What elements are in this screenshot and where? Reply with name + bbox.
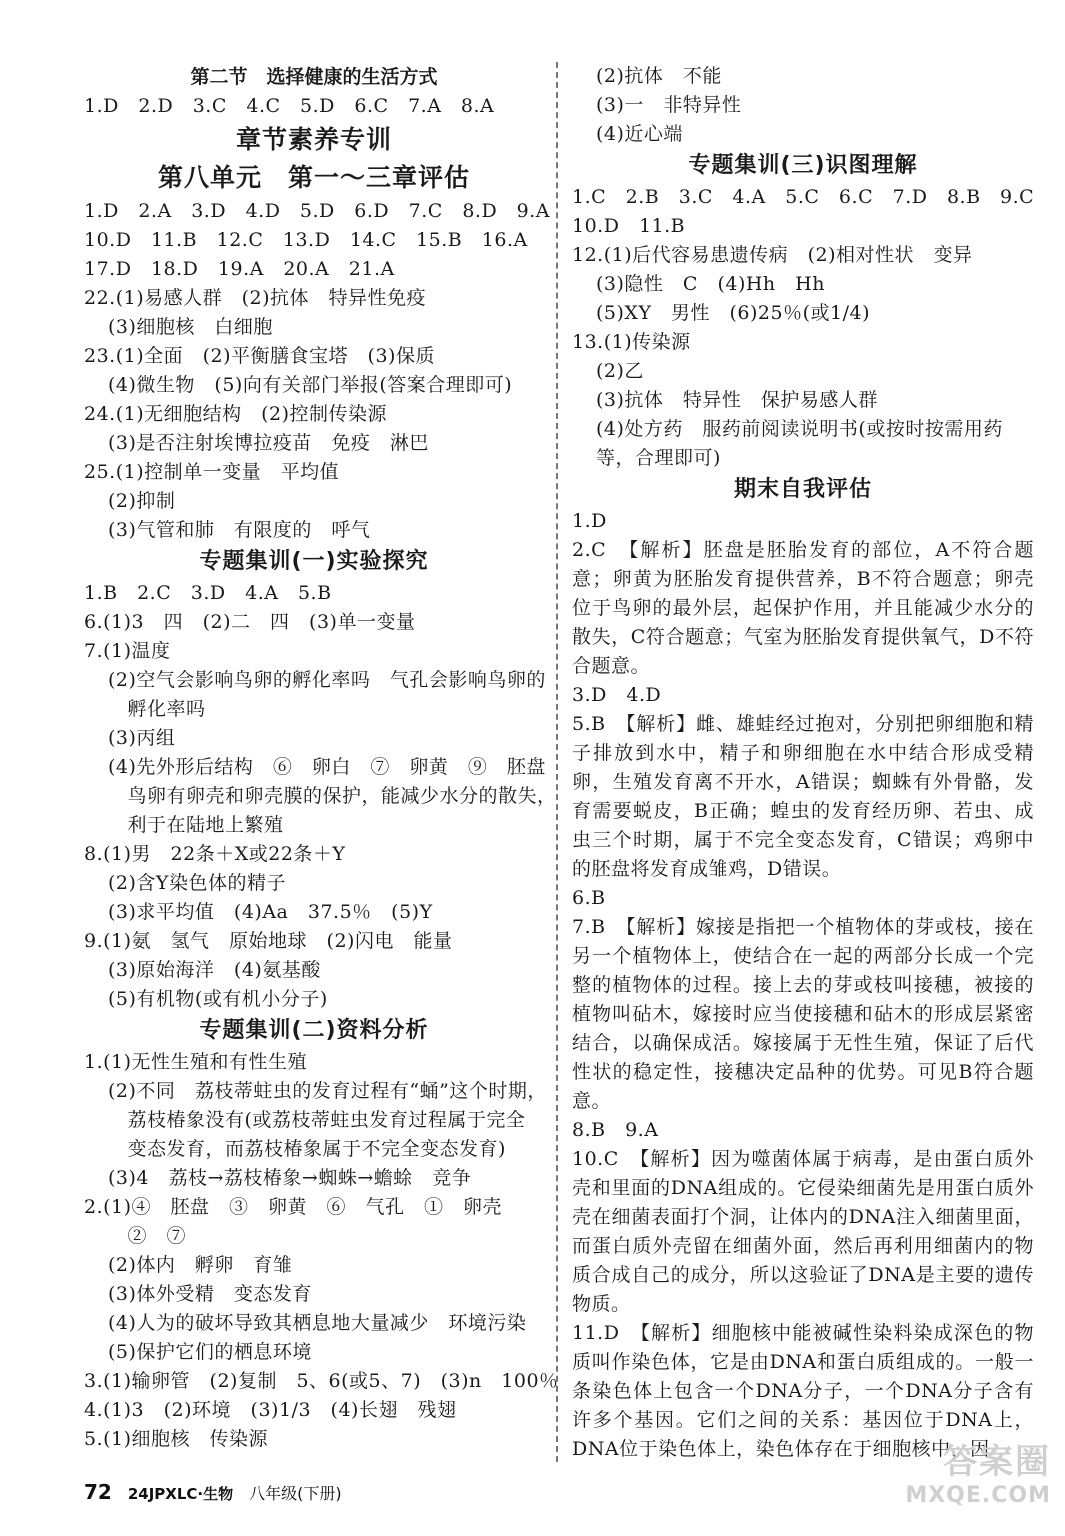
book-code: 24JPXLC·生物: [127, 1485, 234, 1503]
answer-subline: (5)有机物(或有机小分子): [108, 988, 328, 1010]
section-heading: 期末自我评估: [733, 477, 872, 502]
answer-line: 10.D 11.B: [572, 215, 686, 237]
answer-line: 3.D 4.D: [572, 684, 662, 706]
answer-subline: (5)XY 男性 (6)25％(或1/4): [596, 302, 870, 324]
answer-explanation: 5.B 【解析】雌、雄蛙经过抱对，分别把卵细胞和精子排放到水中，精子和卵细胞在水中结合形成受精卵，生殖发育离不开水，A错误；蜘蛛有外骨骼，发育需要蜕皮，B正确；蝗虫的发育经历卵、若虫、成虫三个时期，属于不完全变态发育，C错误；鸡卵中的胚盘将发育成雏鸡，D错误。: [572, 713, 1034, 880]
answer-explanation: 7.B 【解析】嫁接是指把一个植物体的芽或枝，接在另一个植物体上，使结合在一起的两部分长成一个完整的植物体的过程。接上去的芽或枝叫接穗，被接的植物叫砧木，嫁接时应当使接穗和砧木的形成层紧密结合，以确保成活。嫁接属于无性生殖，保证了后代性状的稳定性，接穗决定品种的优势。可见B符合题意。: [572, 916, 1034, 1112]
section-heading: 专题集训(二)资料分析: [199, 1018, 429, 1043]
answer-line: 25.(1)控制单一变量 平均值: [84, 461, 340, 483]
answer-subline: (4)微生物 (5)向有关部门举报(答案合理即可): [108, 374, 513, 396]
answer-subline: (3)细胞核 白细胞: [108, 316, 273, 338]
answer-explanation: 10.C 【解析】因为噬菌体属于病毒，是由蛋白质外壳和里面的DNA组成的。它侵染细菌先是用蛋白质外壳在细菌表面打个洞，让体内的DNA注入细菌里面，而蛋白质外壳留在细菌外面，然后再利用细菌内的物质合成自己的成分，所以这验证了DNA是主要的遗传物质。: [572, 1148, 1034, 1315]
answer-line: 8.B 9.A: [572, 1119, 659, 1141]
answer-subline: (2)抑制: [108, 490, 176, 512]
answer-subline: (2)空气会影响鸟卵的孵化率吗 气孔会影响鸟卵的: [108, 669, 546, 691]
answer-subline: (4)人为的破坏导致其栖息地大量减少 环境污染: [108, 1312, 527, 1334]
answer-line: 13.(1)传染源: [572, 331, 691, 353]
answer-subline: (3)体外受精 变态发育: [108, 1283, 312, 1305]
answer-line: 12.(1)后代容易患遗传病 (2)相对性状 变异: [572, 244, 973, 266]
answer-subline: (3)气管和肺 有限度的 呼气: [108, 519, 371, 541]
answer-subline: (2)含Y染色体的精子: [108, 872, 286, 894]
answer-line: 5.(1)细胞核 传染源: [84, 1428, 269, 1450]
answer-line: 1.D 2.D 3.C 4.C 5.D 6.C 7.A 8.A: [84, 95, 495, 117]
answer-explanation: 2.C 【解析】胚盘是胚胎发育的部位，A不符合题意；卵黄为胚胎发育提供营养，B不符合题意；卵壳位于鸟卵的最外层，起保护作用，并且能减少水分的散失，C符合题意；气室为胚胎发育提供氧气，D不符合题意。: [572, 539, 1034, 677]
answer-line: 1.D: [572, 510, 607, 532]
answer-subline: (3)隐性 C (4)Hh Hh: [596, 273, 825, 295]
answer-subline: (2)乙: [596, 360, 644, 382]
answer-line: 2.(1)④ 胚盘 ③ 卵黄 ⑥ 气孔 ① 卵壳: [84, 1196, 503, 1218]
answer-subline: 等，合理即可): [596, 447, 721, 469]
answer-line: 24.(1)无细胞结构 (2)控制传染源: [84, 403, 388, 425]
answer-line: 1.B 2.C 3.D 4.A 5.B: [84, 582, 332, 604]
answer-line: 6.B: [572, 887, 606, 909]
answer-subline: (3)4 荔枝→荔枝椿象→蜘蛛→蟾蜍 竞争: [108, 1167, 472, 1189]
answer-subline: (3)求平均值 (4)Aa 37.5％ (5)Y: [108, 901, 433, 923]
answer-line: 1.C 2.B 3.C 4.A 5.C 6.C 7.D 8.B 9.C: [572, 186, 1035, 208]
answer-line: 6.(1)3 四 (2)二 四 (3)单一变量: [84, 611, 416, 633]
page-footer: [84, 1480, 342, 1504]
answer-line: 3.(1)输卵管 (2)复制 5、6(或5、7) (3)n 100％: [84, 1370, 559, 1392]
answer-subline: (4)近心端: [596, 123, 683, 145]
answer-subline: 孵化率吗: [108, 698, 206, 720]
answer-subline: (2)不同 荔枝蒂蛀虫的发育过程有“蛹”这个时期，: [108, 1080, 547, 1102]
answer-line: 10.D 11.B 12.C 13.D 14.C 15.B 16.A: [84, 229, 528, 251]
section-heading: 章节素养专训: [235, 125, 392, 154]
answer-subline: (3)原始海洋 (4)氨基酸: [108, 959, 321, 981]
answer-subline: (3)抗体 特异性 保护易感人群: [596, 389, 878, 411]
left-column: [84, 62, 559, 1454]
answer-line: 22.(1)易感人群 (2)抗体 特异性免疫: [84, 287, 427, 309]
answer-subline: (4)先外形后结构 ⑥ 卵白 ⑦ 卵黄 ⑨ 胚盘: [108, 756, 546, 778]
answer-subline: (5)保护它们的栖息环境: [108, 1341, 312, 1363]
section-heading: 专题集训(一)实验探究: [199, 549, 429, 574]
column-divider: [556, 62, 558, 1462]
answer-explanation: 11.D 【解析】细胞核中能被碱性染料染成深色的物质叫作染色体，它是由DNA和蛋白质组成的。一般一条染色体上包含一个DNA分子，一个DNA分子含有许多个基因。它们之间的关系：基因位于DNA上，DNA位于染色体上，染色体存在于细胞核中，因: [572, 1322, 1034, 1460]
watermark-logo: [891, 1434, 1051, 1524]
answer-subline: 荔枝椿象没有(或荔枝蒂蛀虫发育过程属于完全: [108, 1109, 526, 1131]
right-column: [572, 62, 1034, 1464]
answer-line: 9.(1)氨 氢气 原始地球 (2)闪电 能量: [84, 930, 453, 952]
answer-line: 23.(1)全面 (2)平衡膳食宝塔 (3)保质: [84, 345, 435, 367]
answer-line: 1.D 2.A 3.D 4.D 5.D 6.D 7.C 8.D 9.A: [84, 200, 551, 222]
answer-line: 8.(1)男 22条＋X或22条＋Y: [84, 843, 346, 865]
answer-line: 4.(1)3 (2)环境 (3)1/3 (4)长翅 残翅: [84, 1399, 457, 1421]
answer-subline: (3)丙组: [108, 727, 176, 749]
answer-subline: (2)体内 孵卵 育雏: [108, 1254, 293, 1276]
answer-subline: (2)抗体 不能: [596, 65, 722, 87]
page-number: 72: [84, 1480, 112, 1504]
answer-line: 7.(1)温度: [84, 640, 171, 662]
answer-subline: 变态发育，而荔枝椿象属于不完全变态发育): [108, 1138, 506, 1160]
answer-subline: (4)处方药 服药前阅读说明书(或按时按需用药: [596, 418, 1003, 440]
answer-subline: (3)一 非特异性: [596, 94, 742, 116]
watermark-text-url: MXQE.COM: [905, 1483, 1051, 1508]
answer-subline: (3)是否注射埃博拉疫苗 免疫 淋巴: [108, 432, 429, 454]
answer-subline: ② ⑦: [108, 1225, 187, 1247]
grade-label: 八年级(下册): [249, 1484, 342, 1503]
answer-line: 1.(1)无性生殖和有性生殖: [84, 1051, 308, 1073]
section-heading: 专题集训(三)识图理解: [688, 153, 918, 178]
answer-subline: 利于在陆地上繁殖: [108, 814, 284, 836]
watermark-text-cn: 答案圈: [943, 1442, 1051, 1482]
answer-line: 17.D 18.D 19.A 20.A 21.A: [84, 258, 395, 280]
section-heading: 第八单元 第一～三章评估: [157, 163, 470, 192]
answer-subline: 鸟卵有卵壳和卵壳膜的保护，能减少水分的散失，: [108, 785, 557, 807]
subsection-heading: 第二节 选择健康的生活方式: [190, 66, 438, 88]
